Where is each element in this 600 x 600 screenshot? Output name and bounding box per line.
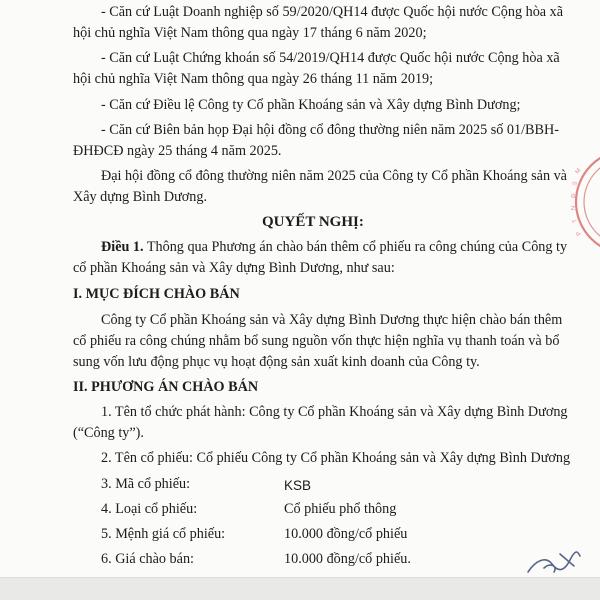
item5-label: 5. Mệnh giá cổ phiếu: (101, 526, 226, 542)
preamble-line-1: - Căn cứ Luật Doanh nghiệp số 59/2020/QH14 được Quốc hội nước Cộng hòa xã (101, 4, 564, 20)
section1-title: I. MỤC ĐÍCH CHÀO BÁN (73, 286, 240, 302)
item4-value: Cổ phiếu phổ thông (284, 501, 397, 517)
company-stamp-seal (566, 142, 600, 262)
svg-text:T: T (571, 217, 579, 224)
assembly-line-1: Đại hội đồng cổ đông thường niên năm 2025 của Công ty Cổ phần Khoáng sản và (101, 168, 567, 184)
svg-text:N: N (570, 205, 577, 211)
signature-mark (524, 542, 584, 582)
preamble-line-2: hội chủ nghĩa Việt Nam thông qua ngày 17 tháng 6 năm 2020; (73, 25, 427, 41)
item3-value: KSB (284, 478, 312, 493)
preamble-line-6: - Căn cứ Biên bản họp Đại hội đồng cổ đông thường niên năm 2025 số 01/BBH- (101, 122, 559, 138)
item6-value: 10.000 đồng/cổ phiếu. (284, 551, 411, 567)
item1-line-2: (“Công ty”). (73, 425, 144, 441)
item3-label: 3. Mã cổ phiếu: (101, 476, 191, 492)
article1-label: Điều 1. (101, 239, 144, 255)
item4-label: 4. Loại cổ phiếu: (101, 501, 198, 517)
svg-text:P: P (575, 229, 583, 237)
section1-line-3: sung vốn lưu động phục vụ hoạt động sản xuất kinh doanh của Công ty. (73, 354, 480, 370)
svg-text:M: M (574, 167, 583, 176)
preamble-line-4: hội chủ nghĩa Việt Nam thông qua ngày 26 tháng 11 năm 2019; (73, 71, 434, 87)
section1-line-2: cổ phiếu ra công chúng nhằm bổ sung nguồn vốn thực hiện nghĩa vụ thanh toán và bổ (73, 333, 560, 349)
article1-text: Thông qua Phương án chào bán thêm cổ phiếu ra công chúng của Công ty (143, 239, 568, 255)
preamble-line-7: ĐHĐCĐ ngày 25 tháng 4 năm 2025. (73, 143, 282, 159)
bottom-margin-strip (0, 577, 600, 600)
item5-value: 10.000 đồng/cổ phiếu (284, 526, 408, 542)
svg-text:Đ: Đ (571, 193, 578, 199)
preamble-line-3: - Căn cứ Luật Chứng khoán số 54/2019/QH14 được Quốc hội nước Cộng hòa xã (101, 50, 560, 66)
article1-line-2: cổ phần Khoáng sản và Xây dựng Bình Dương, như sau: (73, 260, 395, 276)
section1-line-1: Công ty Cổ phần Khoáng sản và Xây dựng Bình Dương thực hiện chào bán thêm (101, 312, 563, 328)
item1-line-1: 1. Tên tổ chức phát hành: Công ty Cổ phần Khoáng sản và Xây dựng Bình Dương (101, 404, 568, 420)
preamble-line-5: - Căn cứ Điều lệ Công ty Cổ phần Khoáng sản và Xây dựng Bình Dương; (101, 97, 521, 113)
item2-line: 2. Tên cổ phiếu: Cổ phiếu Công ty Cổ phần Khoáng sản và Xây dựng Bình Dương (101, 450, 571, 466)
item6-label: 6. Giá chào bán: (101, 551, 194, 567)
section2-title: II. PHƯƠNG ÁN CHÀO BÁN (73, 379, 259, 395)
svg-text:S: S (572, 180, 580, 187)
assembly-line-2: Xây dựng Bình Dương. (73, 189, 208, 205)
article1-line-1 (101, 237, 567, 258)
resolution-heading: QUYẾT NGHỊ: (262, 214, 364, 230)
